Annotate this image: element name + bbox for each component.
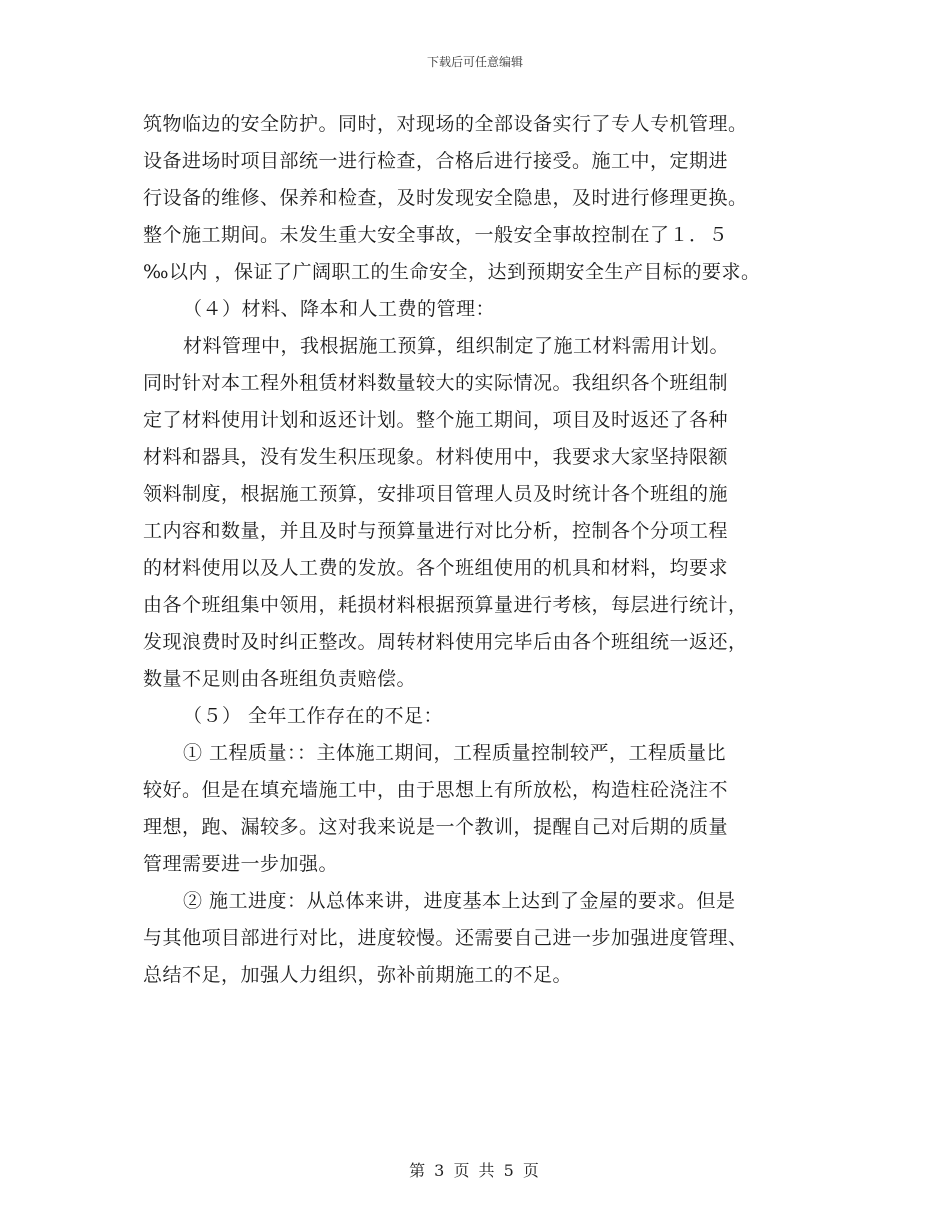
text-line: 理想，跑、漏较多。这对我来说是一个教训，提醒自己对后期的质量 [143,816,729,838]
document-body [143,110,823,998]
text-line: 同时针对本工程外租赁材料数量较大的实际情况。我组织各个班组制 [143,372,729,394]
text-line: 工内容和数量，并且及时与预算量进行对比分析，控制各个分项工程 [143,520,729,542]
text-line: 由各个班组集中领用，耗损材料根据预算量进行考核，每层进行统计， [143,594,748,616]
text-line: 的材料使用以及人工费的发放。各个班组使用的机具和材料，均要求 [143,557,729,579]
text-line: 与其他项目部进行对比，进度较慢。还需要自己进一步加强进度管理、 [143,927,748,949]
text-line: 定了材料使用计划和返还计划。整个施工期间，项目及时返还了各种 [143,409,729,431]
text-line: 设备进场时项目部统一进行检查，合格后进行接受。施工中，定期进 [143,150,729,172]
text-line: ‰以内 ，保证了广阔职工的生命安全，达到预期安全生产目标的要求。 [143,261,761,283]
text-line: ① 工程质量：：主体施工期间，工程质量控制较严，工程质量比 [183,742,727,764]
text-line: ② 施工进度：从总体来讲，进度基本上达到了金屋的要求。但是 [183,890,736,912]
text-line: 发现浪费时及时纠正整改。周转材料使用完毕后由各个班组统一返还， [143,631,748,653]
text-line: 管理需要进一步加强。 [143,853,339,875]
page-header: 下载后可任意编辑 [426,55,523,69]
text-line: 材料和器具，没有发生积压现象。材料使用中，我要求大家坚持限额 [143,446,729,468]
text-line: 较好。但是在填充墙施工中，由于思想上有所放松，构造柱砼浇注不 [143,779,729,801]
text-line: 行设备的维修、保养和检查，及时发现安全隐患，及时进行修理更换。 [143,187,748,209]
text-line: 筑物临边的安全防护。同时，对现场的全部设备实行了专人专机管理。 [143,113,748,135]
text-line: 材料管理中，我根据施工预算，组织制定了施工材料需用计划。 [183,335,730,357]
text-line: 领料制度，根据施工预算，安排项目管理人员及时统计各个班组的施 [143,483,729,505]
page-number: 第 3 页 共 5 页 [409,1161,541,1180]
section-heading-5: （５） 全年工作存在的不足： [183,705,444,727]
section-heading-4: （４）材料、降本和人工费的管理： [183,298,496,320]
text-line: 数量不足则由各班组负责赔偿。 [143,668,417,690]
text-line: 总结不足，加强人力组织，弥补前期施工的不足。 [143,964,573,986]
text-line: 整个施工期间。未发生重大安全事故，一般安全事故控制在了１．５ [143,224,729,246]
